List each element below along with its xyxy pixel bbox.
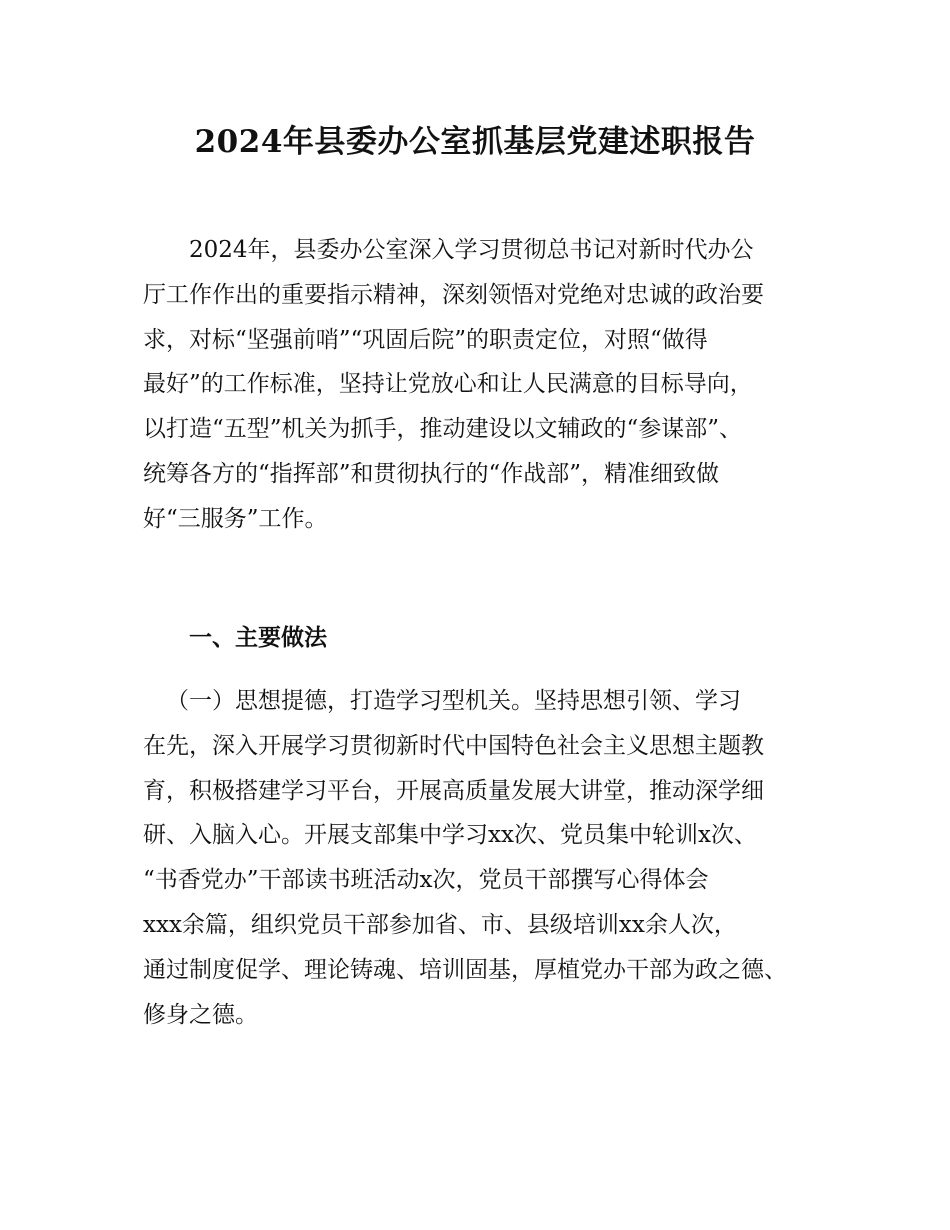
intro-line-6: 统筹各方的“指挥部”和贯彻执行的“作战部”，精准细致做 [143, 460, 720, 487]
section1-line-2: 在先，深入开展学习贯彻新时代中国特色社会主义思想主题教 [143, 732, 764, 759]
intro-line-3: 求，对标“坚强前哨”“巩固后院”的职责定位，对照“做得 [143, 326, 708, 353]
section1-line-7: 通过制度促学、理论铸魂、培训固基，厚植党办干部为政之德、 [143, 956, 787, 983]
intro-line-7: 好“三服务”工作。 [143, 505, 328, 532]
section1-line-4: 研、入脑入心。开展支部集中学习xx次、党员集中轮训x次、 [143, 822, 757, 849]
intro-line-2: 厅工作作出的重要指示精神，深刻领悟对党绝对忠诚的政治要 [143, 281, 764, 308]
section1-line-8: 修身之德。 [143, 1001, 258, 1028]
section1-line-6: xxx余篇，组织党员干部参加省、市、县级培训xx余人次， [143, 911, 737, 938]
intro-paragraph [143, 228, 843, 542]
section1-line-3: 育，积极搭建学习平台，开展高质量发展大讲堂，推动深学细 [143, 777, 764, 804]
section1-line-5: “书香党办”干部读书班活动x次，党员干部撰写心得体会 [143, 867, 709, 894]
section1-line-1: （一）思想提德，打造学习型机关。坚持思想引领、学习 [166, 688, 741, 714]
intro-line-5: 以打造“五型”机关为抓手，推动建设以文辅政的“参谋部”、 [143, 416, 743, 443]
section-heading: 一、主要做法 [189, 625, 327, 651]
intro-line-4: 最好”的工作标准，坚持让党放心和让人民满意的目标导向， [143, 371, 753, 398]
intro-line-1: 2024年，县委办公室深入学习贯彻总书记对新时代办公 [189, 237, 754, 263]
section1-paragraph [143, 679, 843, 1037]
document-title: 2024年县委办公室抓基层党建述职报告 [194, 124, 756, 160]
